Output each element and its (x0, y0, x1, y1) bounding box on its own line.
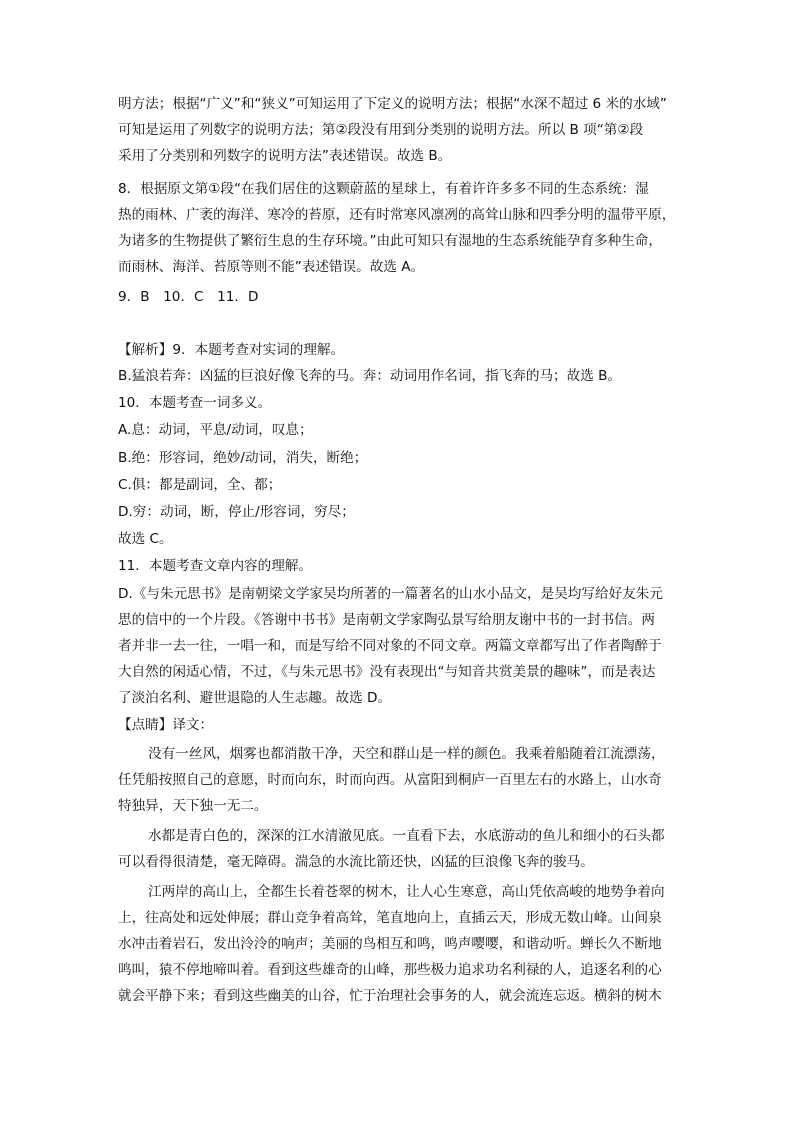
translation-line: 特独异，天下独一无二。 (118, 798, 268, 814)
text-line: B.猛浪若奔：凶猛的巨浪好像飞奔的马。奔：动词用作名词，指飞奔的马；故选 B。 (118, 368, 622, 384)
text-line: 思的信中的一个片段。《答谢中书书》是南朝文学家陶弘景写给朋友谢中书的一封书信。两 (118, 612, 655, 628)
text-line: D.《与朱元思书》是南朝梁文学家吴均所著的一篇著名的山水小品文，是吴均写给好友朱元 (118, 586, 663, 602)
option-line: A.息：动词，平息/动词，叹息； (118, 422, 313, 438)
text-line: 11．本题考查文章内容的理解。 (118, 558, 313, 574)
text-line: 10．本题考查一词多义。 (118, 395, 272, 411)
text-line: 可知是运用了列数字的说明方法；第②段没有用到分类别的说明方法。所以 B 项“第②段 (118, 122, 644, 138)
option-line: C.俱：都是副词，全、都； (118, 477, 282, 493)
text-line: 故选 C。 (118, 531, 173, 547)
tip-heading: 【点睛】译文： (118, 717, 214, 733)
text-line: 而雨林、海洋、苔原等则不能”表述错误。故选 A。 (118, 259, 425, 275)
translation-line: 水都是青白色的，深深的江水清澈见底。一直看下去，水底游动的鱼儿和细小的石头都 (148, 828, 665, 844)
text-line: 了淡泊名利、避世退隐的人生志趣。故选 D。 (118, 690, 392, 706)
text-line: 8．根据原文第①段“在我们居住的这颗蔚蓝的星球上，有着许许多多不同的生态系统：湿 (118, 181, 649, 197)
text-line: 明方法；根据“广义”和“狭义”可知运用了下定义的说明方法；根据“水深不超过 6 米的水域” (118, 96, 667, 112)
option-line: B.绝：形容词，绝妙/动词，消失，断绝； (118, 450, 368, 466)
translation-line: 江两岸的高山上，全都生长着苍翠的树木，让人心生寒意，高山凭依高峻的地势争着向 (148, 884, 665, 900)
text-line: 者并非一去一往，一唱一和，而是写给不同对象的不同文章。两篇文章都写出了作者陶醉于 (118, 638, 662, 654)
translation-line: 任凭船按照自己的意愿，时而向东，时而向西。从富阳到桐庐一百里左右的水路上，山水奇 (118, 772, 662, 788)
translation-line: 就会平静下来；看到这些幽美的山谷，忙于治理社会事务的人，就会流连忘返。横斜的树木 (118, 988, 662, 1004)
text-line: 采用了分类别和列数字的说明方法”表述错误。故选 B。 (118, 148, 452, 164)
translation-line: 水冲击着岩石，发出泠泠的响声；美丽的鸟相互和鸣，鸣声嘤嘤，和谐动听。蝉长久不断地 (118, 936, 662, 952)
text-line: 大自然的闲适心情，不过，《与朱元思书》没有表现出“与知音共赏美景的趣味”，而是表达 (118, 664, 656, 680)
answer-line: 9．B 10．C 11．D (118, 289, 259, 305)
translation-line: 可以看得很清楚，毫无障碍。湍急的水流比箭还快，凶猛的巨浪像飞奔的骏马。 (118, 854, 594, 870)
translation-line: 上，往高处和远处伸展；群山竞争着高耸，笔直地向上，直插云天，形成无数山峰。山间泉 (118, 910, 662, 926)
text-line: 热的雨林、广袤的海洋、寒冷的苔原，还有时常寒风凛冽的高耸山脉和四季分明的温带平原， (118, 207, 676, 223)
translation-line: 没有一丝风，烟雾也都消散干净，天空和群山是一样的颜色。我乘着船随着江流漂荡， (148, 746, 665, 762)
translation-line: 鸣叫，猿不停地啼叫着。看到这些雄奇的山峰，那些极力追求功名利禄的人，追逐名利的心 (118, 962, 662, 978)
text-line: 为诸多的生物提供了繁衍生息的生存环境。”由此可知只有湿地的生态系统能孕育多种生命， (118, 233, 662, 249)
analysis-heading: 【解析】9．本题考查对实词的理解。 (118, 342, 345, 358)
option-line: D.穷：动词，断，停止/形容词，穷尽； (118, 504, 355, 520)
